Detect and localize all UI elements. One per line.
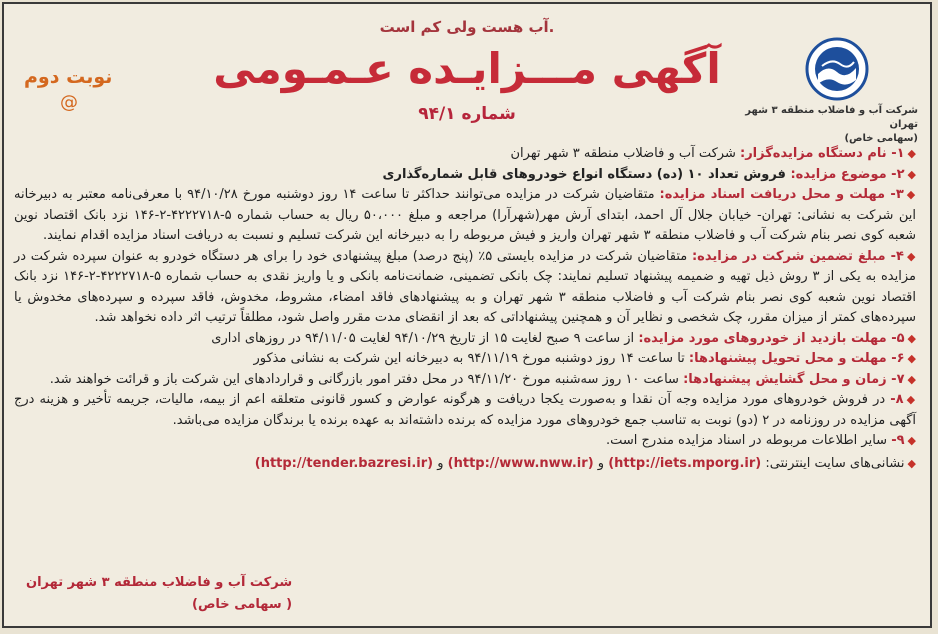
diamond-bullet-icon: ◆: [907, 372, 916, 386]
item-label: ۸-: [890, 392, 904, 407]
company-block: [738, 104, 918, 146]
swirl-icon: @: [60, 92, 78, 113]
item-text: شرکت آب و فاضلاب منطقه ۳ شهر تهران: [510, 146, 740, 161]
diamond-bullet-icon: ◆: [907, 352, 916, 365]
list-item: [14, 329, 916, 350]
notice-number: شماره ۹۴/۱: [418, 104, 516, 124]
item-label: ۵- مهلت بازدید از خودروهای مورد مزایده:: [638, 330, 905, 346]
list-item: [14, 144, 916, 165]
company-logo-icon: [804, 36, 870, 102]
list-item: [14, 349, 916, 370]
footer-company-name: شرکت آب و فاضلاب منطقه ۳ شهر تهران: [26, 575, 293, 590]
list-item: [14, 247, 916, 329]
item-label: ۳- مهلت و محل دریافت اسناد مزایده:: [659, 187, 904, 202]
list-item: [14, 370, 916, 391]
company-type: (سهامی خاص): [844, 133, 918, 144]
item-label: ۶- مهلت و محل تحویل پیشنهادها:: [688, 351, 905, 366]
turn-label: نوبت دوم: [24, 66, 113, 88]
footer-company-type: ( سهامی خاص): [192, 597, 293, 612]
diamond-bullet-icon: ◆: [907, 147, 916, 160]
notice-body: [14, 144, 916, 474]
item-text: متقاضیان شرکت در مزایده می‌توانند حداکثر تا ساعت ۱۴ روز دوشنبه مورخ ۹۴/۱۰/۲۸ با معرفی‌نامه معتبر به دبیرخانه این شرکت به نشانی: تهران- خیابان جلال آل احمد، ابتدای آرش مهر(شهرآرا) مراجعه و مبلغ ۵۰،۰۰۰ ریال به حساب شماره ۵-۴۲۲۲۷۱۸-۲-۱۴۶ نزد بانک اقتصاد نوین شعبه کوی نصر بنام شرکت آب و فاضلاب منطقه ۳ شهر تهران واریز و فیش مربوطه را به دبیرخانه این شرکت تسلیم و نسبت به دریافت اسناد مزایده اقدام نمایند.: [14, 187, 916, 243]
list-item: [14, 165, 916, 186]
website-links: [14, 454, 916, 475]
notice-page: [2, 2, 932, 628]
link-nww[interactable]: (http://www.nww.ir): [447, 455, 594, 471]
item-text: در فروش خودروهای مورد مزایده وجه آن نقدا و به‌صورت یکجا دریافت و هرگونه عوارض و کسور قانونی متعلقه اعم از بیمه، مالیات، جریمه تأخیر و هزینه درج آگهی مزایده در روزنامه در ۲ (دو) نوبت به تناسب جمع خودروهای مورد مزایده که برنده داشته‌اند به عهده برنده یا برندگان مزایده می‌باشد.: [14, 392, 916, 428]
notice-header: [4, 4, 930, 144]
item-label: ۴- مبلغ تضمین شرکت در مزایده:: [691, 248, 904, 264]
item-text: ساعت ۱۰ روز سه‌شنبه مورخ ۹۴/۱۱/۲۰ در محل دفتر امور بازرگانی و قراردادهای این شرکت باز و قرائت خواهند شد.: [49, 371, 684, 387]
diamond-bullet-icon: ◆: [907, 331, 916, 345]
footer-signature: [26, 572, 292, 616]
diamond-bullet-icon: ◆: [907, 456, 916, 470]
diamond-bullet-icon: ◆: [907, 167, 916, 181]
item-label: ۲- موضوع مزایده:: [790, 166, 905, 182]
item-text: سایر اطلاعات مربوطه در اسناد مزایده مندرج است.: [606, 433, 892, 448]
link-iets[interactable]: (http://iets.mporg.ir): [608, 455, 762, 471]
list-item: [14, 185, 916, 247]
diamond-bullet-icon: ◆: [907, 434, 916, 447]
list-item: [14, 431, 916, 452]
item-label: ۷- زمان و محل گشایش پیشنهادها:: [683, 371, 905, 387]
list-item: [14, 390, 916, 431]
separator: و: [593, 455, 609, 471]
item-label: ۱- نام دستگاه مزایده‌گزار:: [740, 146, 905, 161]
websites-label: نشانی‌های سایت اینترنتی:: [765, 455, 905, 471]
separator: و: [433, 455, 448, 471]
item-text: از ساعت ۹ صبح لغایت ۱۵ از تاریخ ۹۴/۱۰/۲۹ لغایت ۹۴/۱۱/۰۵ در روزهای اداری: [211, 330, 639, 346]
item-label: ۹-: [891, 433, 905, 448]
diamond-bullet-icon: ◆: [906, 249, 916, 263]
item-text: فروش تعداد ۱۰ (ده) دستگاه انواع خودروهای قابل شماره‌گذاری: [382, 166, 791, 182]
diamond-bullet-icon: ◆: [906, 393, 916, 406]
link-tender[interactable]: (http://tender.bazresi.ir): [254, 455, 434, 471]
item-text: تا ساعت ۱۴ روز دوشنبه مورخ ۹۴/۱۱/۱۹ به دبیرخانه این شرکت به نشانی مذکور: [253, 351, 689, 366]
item-text: متقاضیان شرکت در مزایده بایستی ۵٪ (پنج درصد) مبلغ پیشنهادی خود را برای هر دستگاه خودرو به عنوان سپرده شرکت در مزایده به یکی از ۳ روش ذیل تهیه و ضمیمه پیشنهاد تسلیم نمایند: چک بانکی تضمینی، ضمانت‌نامه بانکی و یا واریز نقدی به حساب شماره ۵-۴۲۲۲۷۱۸-۲-۱۴۶ نزد بانک اقتصاد نوین شعبه کوی نصر بنام شرکت آب و فاضلاب منطقه ۳ شهر تهران و به پیشنهادهای فاقد امضاء، مشروط، مخدوش، فاقد سپرده و سپرده‌های مخدوش یا سپرده‌های کمتر از میزان مقرر، چک شخصی و نظایر آن و همچنین پیشنهاداتی که بعد از انقضای مدت مقرر واصل شود، مطلقاً ترتیب اثر داده نخواهد شد.: [14, 248, 917, 325]
diamond-bullet-icon: ◆: [906, 188, 917, 201]
notice-title: آگهی مـــزایـده عـمـومی: [213, 44, 721, 93]
company-name: شرکت آب و فاضلاب منطقه ۳ شهر تهران: [745, 105, 918, 130]
slogan: آب هست ولی کم است.: [379, 18, 555, 36]
